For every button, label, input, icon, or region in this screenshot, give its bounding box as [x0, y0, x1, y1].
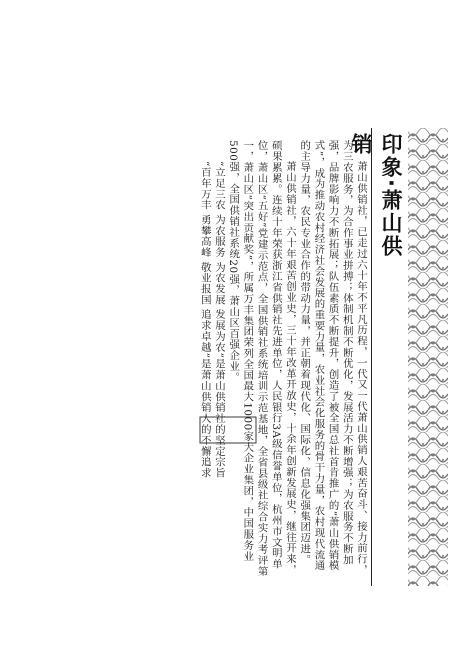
wave-pattern-decoration	[408, 128, 448, 586]
title-divider	[371, 128, 372, 586]
page-title: 印象·萧山供销	[349, 133, 403, 258]
slogan-line: “百年万丰 勇攀高峰 敬业报国 追求卓越”是萧山供销人的不懈追求	[198, 160, 211, 479]
slogan-line: “立足三农 为农服务 为农发展 发展为农”是萧山供销社的坚定宗旨	[212, 160, 225, 479]
article-body	[196, 140, 368, 580]
paragraph: 萧山供销社，已走过六十年不平凡历程，一代又一代萧山供销人艰苦奋斗、接力前行，为三农服务，为合作事业拼搏；体制机制不断优化，发展活力不断增强；为农服务不断加强，品牌影响力不断拓展；队伍素质不断提升，创造了被全国总社首肯推广的“萧山供销模式”，成为推动农村经济社会发展的重要力量，农业社会化服务的骨干力量，农村现代流通的主导力量，农民专业合作的带动力量，并正朝着现代化、国际化、信息化强集团迈进。	[298, 140, 367, 575]
paragraph: 萧山供销社，六十年艰苦创业史，三十年改革开放史，十余年创新发展史，继往开来，硕果累累。连续十年荣获浙江省供销社先进单位，人民银行3A级信誉单位，杭州市文明单位，萧山区“五好”党建示范点，全国供销社系统培训示范基地，全省县级社综合实力考评第一，萧山区“突出贡献奖”，所属万丰集团荣列全国最大1000家大企业集团，中国服务业500强，全国供销社系统20强，萧山区百强企业。	[227, 140, 296, 577]
